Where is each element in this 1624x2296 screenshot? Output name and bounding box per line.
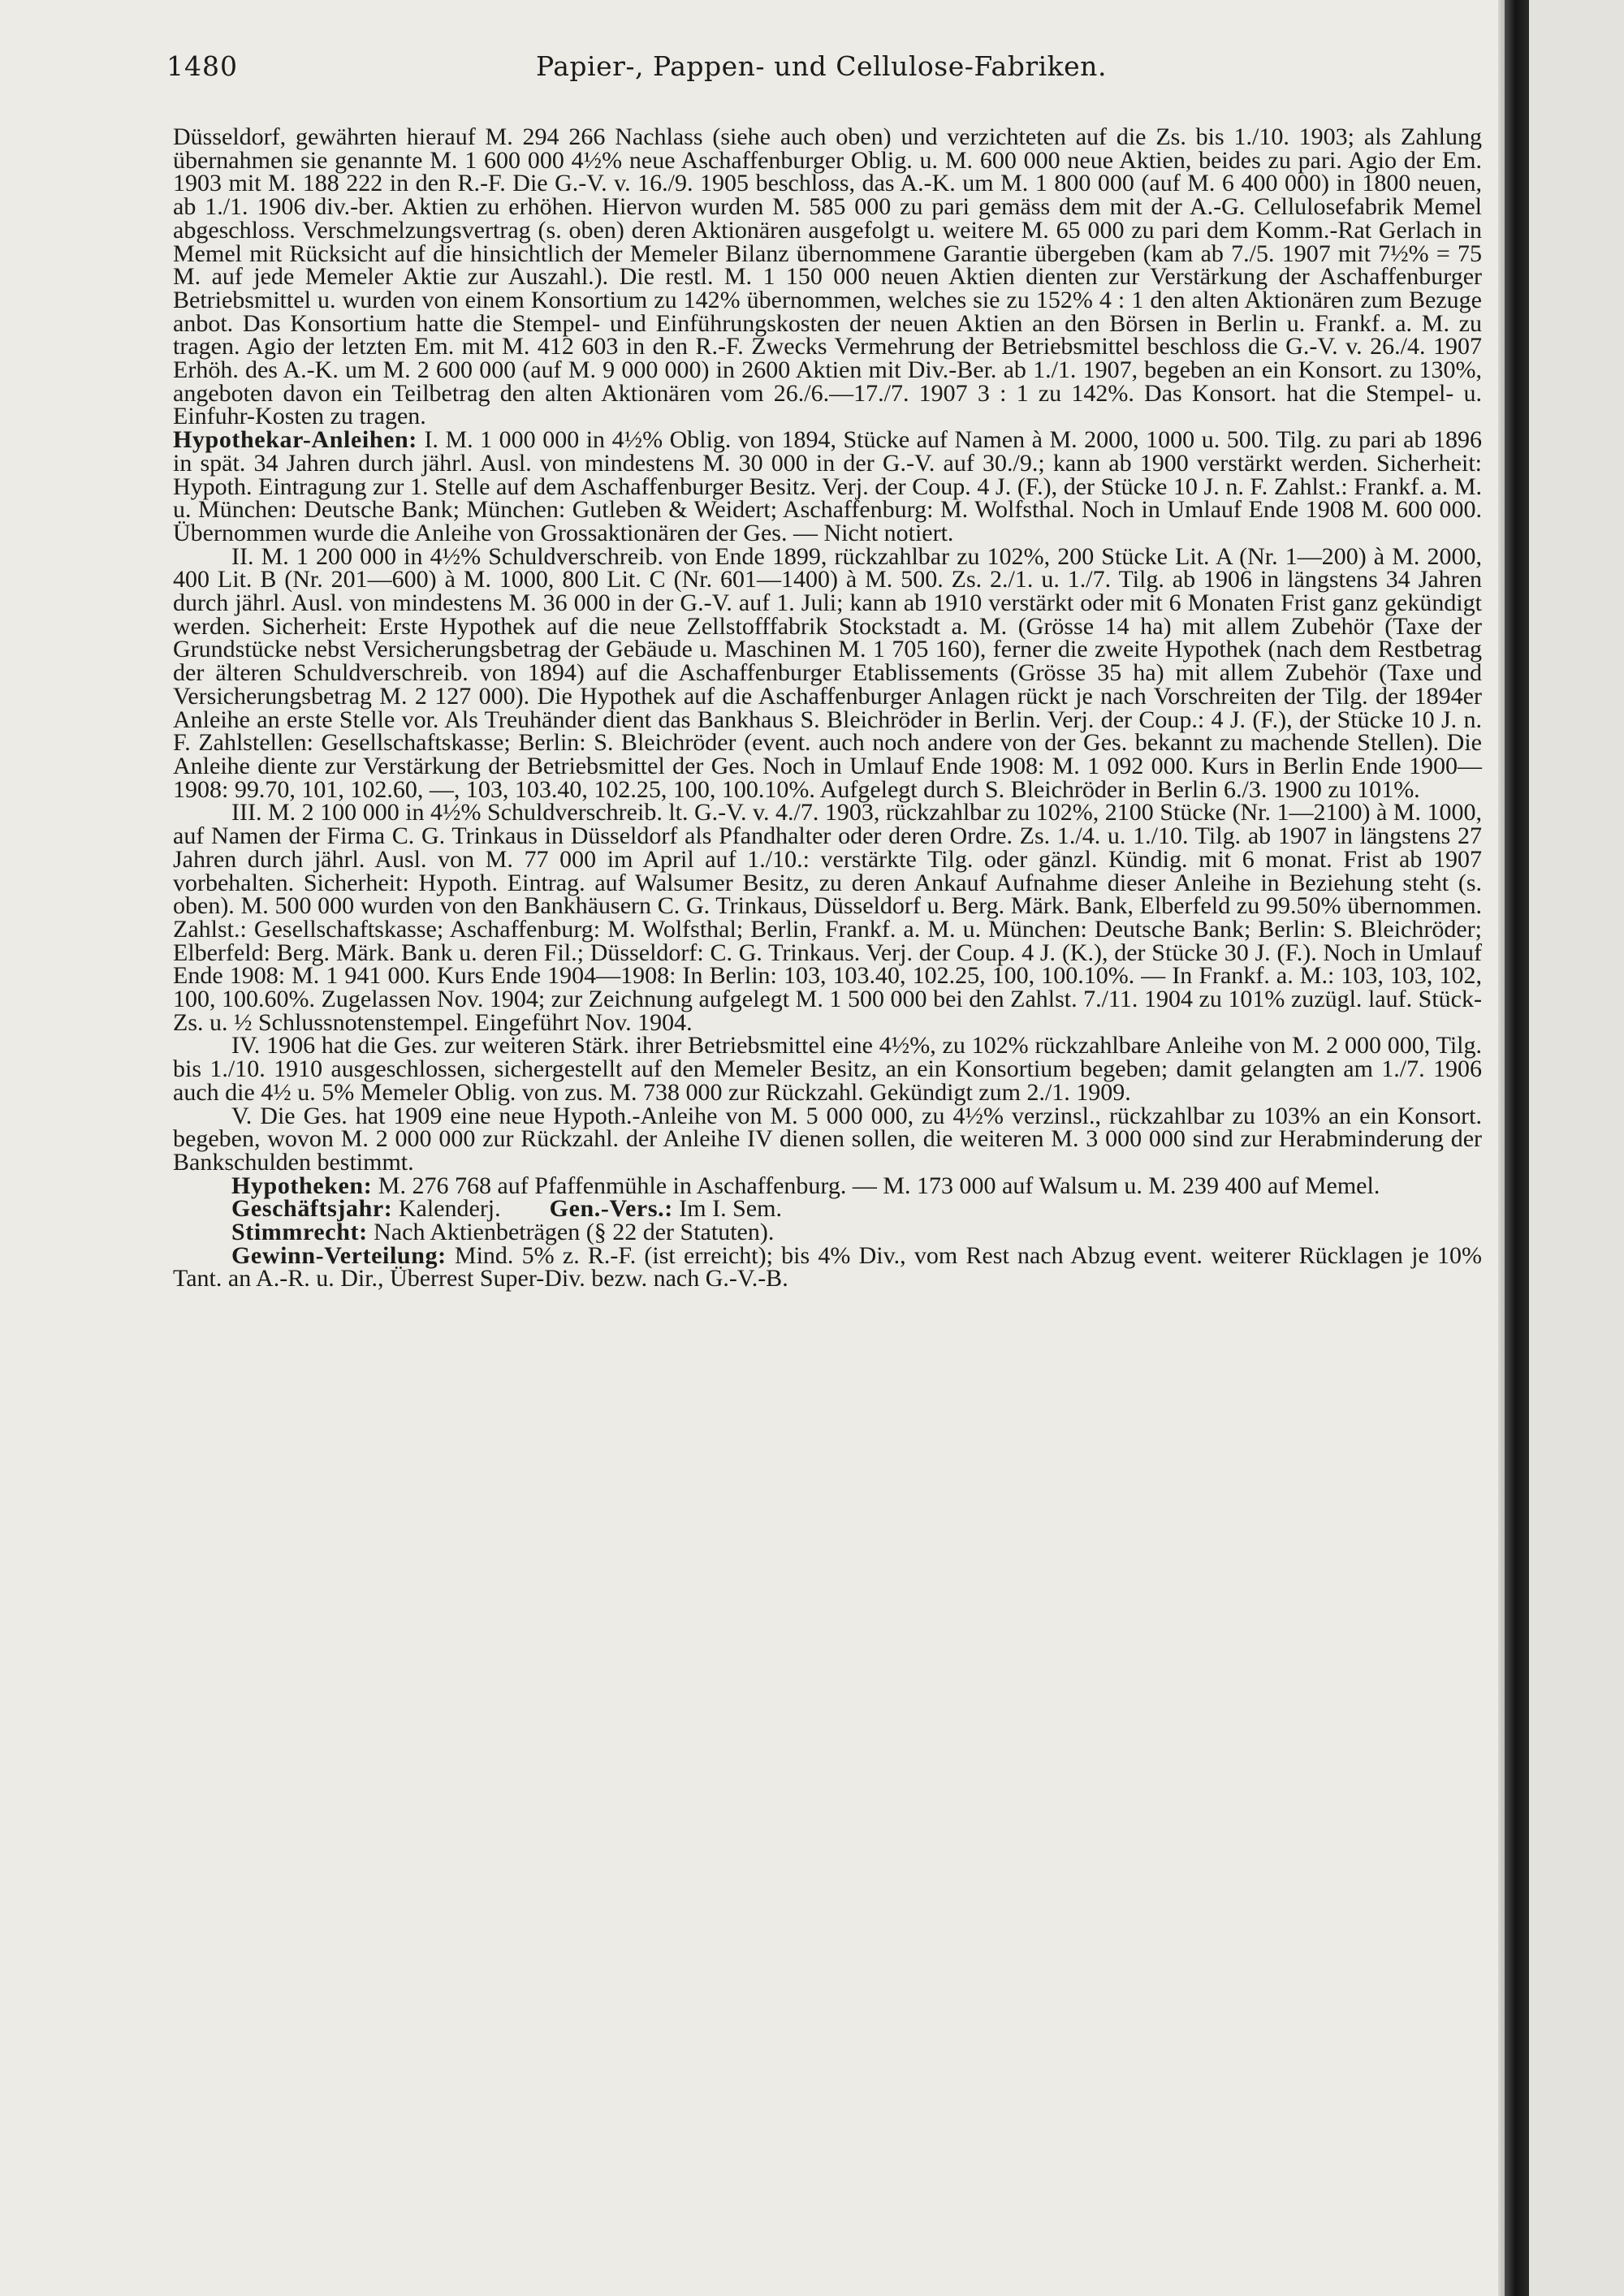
- section-label-gen-vers: Gen.-Vers.:: [549, 1195, 673, 1223]
- section-label-geschaeftsjahr: Geschäftsjahr:: [231, 1195, 393, 1223]
- hypotheken-paragraph: [173, 1172, 1482, 1199]
- page-header: [166, 50, 1466, 93]
- section-label-hypotheken: Hypotheken:: [231, 1172, 373, 1199]
- running-title: Papier-, Pappen- und Cellulose-Fabriken.: [536, 50, 1107, 82]
- section-label-hypothekar-anleihen: Hypothekar-Anleihen:: [173, 426, 417, 454]
- loan-I-text: I. M. 1 000 000 in 4½% Oblig. von 1894, Stücke auf Namen à M. 2000, 1000 u. 500. Tilg. zu pari ab 1896 in spät. 34 Jahren durch jährl. Ausl. von mindestens M. 30 000 in der G.-V. auf 30./9.; kann ab 1900 verstärkt werden. Sicherheit: Hypoth. Eintragung zur 1. Stelle auf dem Aschaffenburger Besitz. Verj. der Coup. 4 J. (F.), der Stücke 10 J. n. F. Zahlst.: Frankf. a. M. u. München: Deutsche Bank; München: Gutleben & Weidert; Aschaffenburg: M. Wolfsthal. Noch in Umlauf Ende 1908 M. 600 000. Übernommen wurde die Anleihe von Grossaktionären der Ges. — Nicht notiert.: [173, 426, 1483, 546]
- binding-shadow: [1498, 0, 1505, 2296]
- book-binding: [1505, 0, 1529, 2296]
- gewinn-verteilung-paragraph: [173, 1241, 1482, 1293]
- section-label-gewinn-verteilung: Gewinn-Verteilung:: [231, 1241, 447, 1269]
- loan-III-paragraph: III. M. 2 100 000 in 4½% Schuldverschreib. lt. G.-V. v. 4./7. 1903, rückzahlbar zu 102%, 2100 Stücke (Nr. 1—2100) à M. 1000, auf Namen der Firma C. G. Trinkaus in Düsseldorf als Pfandhalter oder deren Ordre. Zs. 1./4. u. 1./10. Tilg. ab 1907 in längstens 27 Jahren durch jährl. Ausl. von M. 77 000 im April auf 1./10.: verstärkte Tilg. oder gänzl. Kündig. mit 6 monat. Frist ab 1907 vorbehalten. Sicherheit: Hypoth. Eintrag. auf Walsumer Besitz, zu deren Ankauf Aufnahme dieser Anleihe in Beziehung steht (s. oben). M. 500 000 wurden von den Bankhäusern C. G. Trinkaus, Düsseldorf u. Berg. Märk. Bank, Elberfeld zu 99.50% übernommen. Zahlst.: Gesellschaftskasse; Aschaffenburg: M. Wolfsthal; Berlin, Frankf. a. M. u. München: Deutsche Bank; Berlin: S. Bleichröder; Elberfeld: Berg. Märk. Bank u. deren Fil.; Düsseldorf: C. G. Trinkaus. Verj. der Coup. 4 J. (K.), der Stücke 30 J. (F.). Noch in Umlauf Ende 1908: M. 1 941 000. Kurs Ende 1904—1908: In Berlin: 103, 103.40, 102.25, 100, 100.10%. — In Frankf. a. M.: 103, 103, 102, 100, 100.60%. Zugelassen Nov. 1904; zur Zeichnung aufgelegt M. 1 500 000 bei den Zahlst. 7./11. 1904 zu 101% zuzügl. lauf. Stück-Zs. u. ½ Schlussnotenstempel. Eingeführt Nov. 1904.: [173, 799, 1482, 1036]
- geschaeftsjahr-text: Kalenderj.: [398, 1195, 501, 1223]
- loan-V-paragraph: V. Die Ges. hat 1909 eine neue Hypoth.-Anleihe von M. 5 000 000, zu 4½% verzinsl., rückzahlbar zu 103% an ein Konsort. begeben, wovon M. 2 000 000 zur Rückzahl. der Anleihe IV dienen sollen, die weiteren M. 3 000 000 sind zur Herabminderung der Bankschulden bestimmt.: [173, 1102, 1482, 1176]
- adjacent-page-strip: [1529, 0, 1624, 2296]
- geschaeftsjahr-paragraph: [173, 1195, 1482, 1223]
- section-label-stimmrecht: Stimmrecht:: [231, 1219, 368, 1246]
- stimmrecht-text: Nach Aktienbeträgen (§ 22 der Statuten).: [374, 1219, 775, 1246]
- gen-vers-text: Im I. Sem.: [679, 1195, 782, 1223]
- loan-II-paragraph: II. M. 1 200 000 in 4½% Schuldverschreib. von Ende 1899, rückzahlbar zu 102%, 200 Stücke Lit. A (Nr. 1—200) à M. 2000, 400 Lit. B (Nr. 201—600) à M. 1000, 800 Lit. C (Nr. 601—1400) à M. 500. Zs. 2./1. u. 1./7. Tilg. ab 1906 in längstens 34 Jahren durch jährl. Ausl. von mindestens M. 36 000 in der G.-V. auf 1. Juli; kann ab 1910 verstärkt oder mit 6 Monaten Frist ganz gekündigt werden. Sicherheit: Erste Hypothek auf die neue Zellstofffabrik Stockstadt a. M. (Grösse 14 ha) mit allem Zubehör (Taxe der Grundstücke nebst Versicherungsbetrag der Gebäude u. Maschinen M. 1 705 160), ferner die zweite Hypothek (nach dem Restbetrag der älteren Schuldverschreib. von 1894) auf die Aschaffenburger Etablissements (Grösse 35 ha) mit allem Zubehör (Taxe und Versicherungsbetrag M. 2 127 000). Die Hypothek auf die Aschaffenburger Anlagen rückt je nach Vorschreiten der Tilg. der 1894er Anleihe an erste Stelle vor. Als Treuhänder dient das Bankhaus S. Bleichröder in Berlin. Verj. der Coup.: 4 J. (F.), der Stücke 10 J. n. F. Zahlstellen: Gesellschaftskasse; Berlin: S. Bleichröder (event. auch noch andere von der Ges. bekannt zu machende Stellen). Die Anleihe diente zur Verstärkung der Betriebsmittel der Ges. Noch in Umlauf Ende 1908: M. 1 092 000. Kurs in Berlin Ende 1900—1908: 99.70, 101, 102.60, —, 103, 103.40, 102.25, 100, 100.10%. Aufgelegt durch S. Bleichröder in Berlin 6./3. 1900 zu 101%.: [173, 542, 1482, 803]
- hypothekar-anleihen-section: [173, 426, 1483, 546]
- gewinn-verteilung-text: Mind. 5% z. R.-F. (ist erreicht); bis 4% Div., vom Rest nach Abzug event. weiterer Rücklagen je 10% Tant. an A.-R. u. Dir., Überrest Super-Div. bezw. nach G.-V.-B.: [173, 1241, 1482, 1293]
- page-number: 1480: [166, 50, 238, 82]
- stimmrecht-paragraph: [173, 1221, 1482, 1245]
- article-body: [173, 123, 1483, 1293]
- loan-IV-paragraph: IV. 1906 hat die Ges. zur weiteren Stärk. ihrer Betriebsmittel eine 4½%, zu 102% rückzahlbare Anleihe von M. 2 000 000, Tilg. bis 1./10. 1910 ausgeschlossen, sichergestellt auf den Memeler Besitz, an ein Konsortium begeben; damit gelangten am 1./7. 1906 auch die 4½ u. 5% Memeler Oblig. von zus. M. 738 000 zur Rückzahl. Gekündigt zum 2./1. 1909.: [173, 1032, 1482, 1106]
- intro-paragraph: Düsseldorf, gewährten hierauf M. 294 266 Nachlass (siehe auch oben) und verzichteten auf die Zs. bis 1./10. 1903; als Zahlung übernahmen sie genannte M. 1 600 000 4½% neue Aschaffenburger Oblig. u. M. 600 000 neue Aktien, beides zu pari. Agio der Em. 1903 mit M. 188 222 in den R.-F. Die G.-V. v. 16./9. 1905 beschloss, das A.-K. um M. 1 800 000 (auf M. 6 400 000) in 1800 neuen, ab 1./1. 1906 div.-ber. Aktien zu erhöhen. Hiervon wurden M. 585 000 zu pari gemäss dem mit der A.-G. Cellulosefabrik Memel abgeschloss. Verschmelzungsvertrag (s. oben) deren Aktionären ausgefolgt u. weitere M. 65 000 zu pari dem Komm.-Rat Gerlach in Memel mit Rücksicht auf die hinsichtlich der Memeler Bilanz übernommene Garantie übergeben (kam ab 7./5. 1907 mit 7½% = 75 M. auf jede Memeler Aktie zur Auszahl.). Die restl. M. 1 150 000 neuen Aktien dienten zur Verstärkung der Aschaffenburger Betriebsmittel u. wurden von einem Konsortium zu 142% übernommen, welches sie zu 152% 4 : 1 den alten Aktionären zum Bezuge anbot. Das Konsortium hatte die Stempel- und Einführungskosten der neuen Aktien an den Börsen in Berlin u. Frankf. a. M. zu tragen. Agio der letzten Em. mit M. 412 603 in den R.-F. Zwecks Vermehrung der Betriebsmittel beschloss die G.-V. v. 26./4. 1907 Erhöh. des A.-K. um M. 2 600 000 (auf M. 9 000 000) in 2600 Aktien mit Div.-Ber. ab 1./1. 1907, begeben an ein Konsort. zu 130%, angeboten davon ein Teilbetrag den alten Aktionären vom 26./6.—17./7. 1907 3 : 1 zu 142%. Das Konsort. hat die Stempel- u. Einfuhr-Kosten zu tragen.: [173, 123, 1482, 430]
- hypotheken-text: M. 276 768 auf Pfaffenmühle in Aschaffenburg. — M. 173 000 auf Walsum u. M. 239 400 auf Memel.: [378, 1172, 1380, 1199]
